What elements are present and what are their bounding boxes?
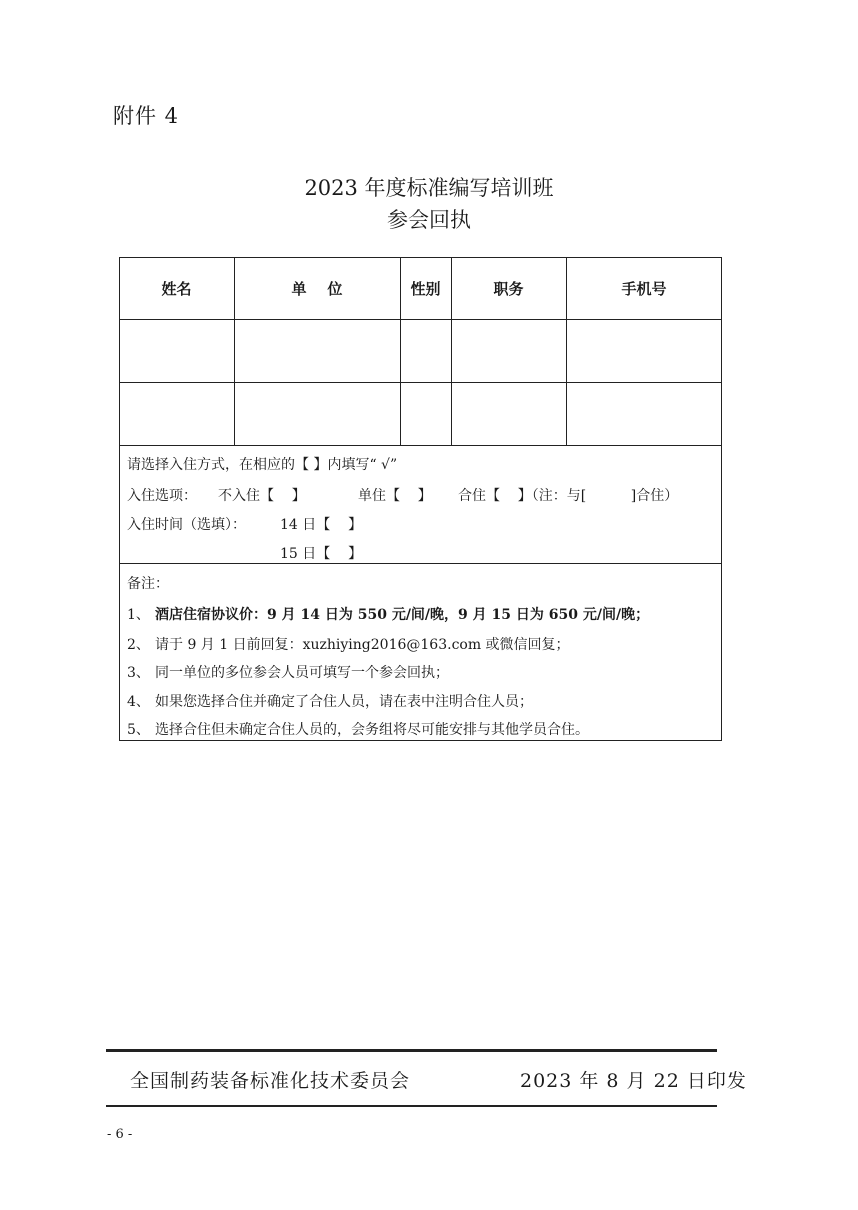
option-shared-room[interactable]: 合住【 】（注：与[ ]合住） bbox=[458, 488, 679, 504]
table-row-divider bbox=[119, 445, 722, 446]
note-item: 请于 9 月 1 日前回复：xuzhiying2016@163.com 或微信回复； bbox=[155, 637, 570, 653]
note-number: 1、 bbox=[127, 607, 150, 623]
checkin-date-14[interactable]: 14 日【 】 bbox=[280, 517, 363, 533]
lodging-instruction: 请选择入住方式，在相应的【 】内填写“ √” bbox=[127, 457, 398, 473]
checkin-time-label: 入住时间（选填）： bbox=[127, 517, 246, 533]
notes-heading: 备注： bbox=[127, 576, 169, 592]
header-position: 职务 bbox=[493, 280, 524, 298]
note-item: 选择合住但未确定合住人员的，会务组将尽可能安排与其他学员合住。 bbox=[155, 722, 589, 738]
header-name: 姓名 bbox=[161, 280, 192, 298]
note-number: 5、 bbox=[127, 722, 150, 738]
table-row[interactable] bbox=[120, 383, 721, 445]
issuer-name: 全国制药装备标准化技术委员会 bbox=[130, 1070, 411, 1092]
issue-date: 2023 年 8 月 22 日印发 bbox=[520, 1070, 747, 1092]
footer-rule-top bbox=[106, 1049, 717, 1052]
option-no-lodging[interactable]: 不入住【 】 bbox=[218, 488, 306, 504]
note-number: 3、 bbox=[127, 665, 150, 681]
note-item: 如果您选择合住并确定了合住人员，请在表中注明合住人员； bbox=[155, 694, 533, 710]
document-subtitle: 参会回执 bbox=[387, 208, 471, 232]
table-row[interactable] bbox=[120, 320, 721, 382]
lodging-options-label: 入住选项： bbox=[127, 488, 197, 504]
note-item: 同一单位的多位参会人员可填写一个参会回执； bbox=[155, 665, 449, 681]
table-row-divider bbox=[119, 563, 722, 564]
note-item: 酒店住宿协议价：9 月 14 日为 550 元/间/晚，9 月 15 日为 650 元/间/晚； bbox=[155, 607, 650, 623]
option-single-room[interactable]: 单住【 】 bbox=[358, 488, 432, 504]
checkin-date-15[interactable]: 15 日【 】 bbox=[280, 546, 363, 562]
note-number: 2、 bbox=[127, 637, 150, 653]
page-number: - 6 - bbox=[107, 1127, 133, 1142]
header-gender: 性别 bbox=[410, 280, 441, 298]
header-phone: 手机号 bbox=[621, 280, 667, 298]
document-title: 2023 年度标准编写培训班 bbox=[304, 176, 554, 200]
note-number: 4、 bbox=[127, 694, 150, 710]
footer-rule-bottom bbox=[106, 1105, 717, 1107]
attachment-label: 附件 4 bbox=[113, 104, 180, 128]
header-unit: 单 位 bbox=[291, 280, 343, 298]
